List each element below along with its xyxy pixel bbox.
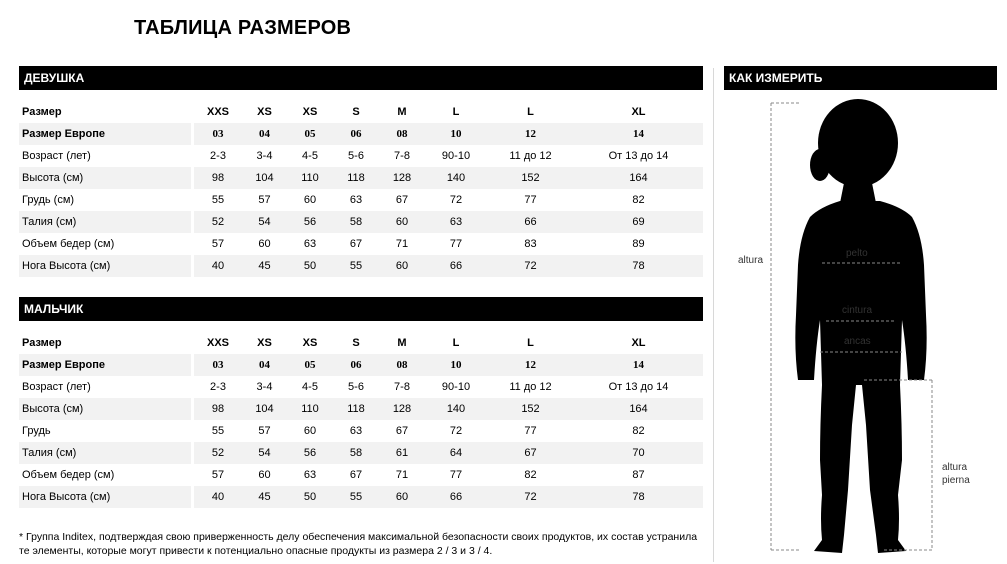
row-label: Грудь (см) <box>22 194 75 206</box>
table-cell: 11 до 12 <box>509 150 552 162</box>
table-cell: XXS <box>206 106 229 118</box>
table-cell: 152 <box>487 398 574 420</box>
table-row <box>19 255 703 277</box>
table-cell: 152 <box>487 167 574 189</box>
table-cell: L <box>527 106 534 118</box>
table-cell: 78 <box>574 255 703 277</box>
table-row <box>19 145 703 167</box>
table-cell: 72 <box>487 486 574 508</box>
row-label: Объем бедер (см) <box>22 238 115 250</box>
table-cell: 72 <box>487 255 574 277</box>
table-cell: 140 <box>425 167 487 189</box>
table-cell: 140 <box>425 398 487 420</box>
girl-section-header: ДЕВУШКА <box>19 66 703 90</box>
table-cell: 4-5 <box>302 381 318 393</box>
table-cell: От 13 до 14 <box>608 381 669 393</box>
table-cell: 55 <box>211 194 225 206</box>
table-cell: 60 <box>303 425 317 437</box>
table-cell: 67 <box>395 194 409 206</box>
row-label: Высота (см) <box>19 398 191 420</box>
table-cell: 14 <box>574 123 703 145</box>
table-cell: 67 <box>395 425 409 437</box>
table-row <box>19 123 703 145</box>
table-cell: 72 <box>449 194 463 206</box>
table-cell: 164 <box>574 167 703 189</box>
table-cell: 98 <box>194 167 242 189</box>
table-cell: 50 <box>287 486 333 508</box>
table-cell: 05 <box>287 123 333 145</box>
table-cell: XL <box>631 106 646 118</box>
table-cell: 08 <box>379 123 425 145</box>
table-cell: 60 <box>379 211 425 233</box>
table-cell: 69 <box>574 211 703 233</box>
table-cell: От 13 до 14 <box>608 150 669 162</box>
table-cell: 66 <box>487 211 574 233</box>
table-row <box>19 354 703 376</box>
table-cell: XL <box>631 337 646 349</box>
table-row <box>19 464 703 486</box>
table-row <box>19 211 703 233</box>
table-cell: L <box>527 337 534 349</box>
table-cell: M <box>397 106 407 118</box>
table-cell: 56 <box>287 211 333 233</box>
table-cell: 90-10 <box>441 150 471 162</box>
table-cell: S <box>352 106 360 118</box>
table-row <box>19 442 703 464</box>
table-row <box>19 398 703 420</box>
table-cell: 2-3 <box>210 381 226 393</box>
table-cell: 77 <box>449 238 463 250</box>
table-cell: 71 <box>395 469 409 481</box>
table-cell: 60 <box>379 255 425 277</box>
table-cell: XS <box>257 337 272 349</box>
table-row <box>19 420 703 442</box>
table-cell: 04 <box>242 123 287 145</box>
row-label: Возраст (лет) <box>22 150 91 162</box>
table-cell: 2-3 <box>210 150 226 162</box>
row-label: Грудь <box>22 425 51 437</box>
table-cell: 89 <box>632 238 645 250</box>
table-cell: 67 <box>349 238 363 250</box>
table-row <box>19 189 703 211</box>
table-cell: 164 <box>574 398 703 420</box>
table-cell: 5-6 <box>348 150 364 162</box>
table-cell: 66 <box>425 486 487 508</box>
label-altura: altura <box>738 255 764 266</box>
table-cell: 45 <box>242 486 287 508</box>
table-cell: XS <box>302 337 318 349</box>
table-row <box>19 233 703 255</box>
table-cell: 7-8 <box>394 150 410 162</box>
table-cell: XS <box>302 106 318 118</box>
table-cell: 03 <box>194 123 242 145</box>
table-cell: 4-5 <box>302 150 318 162</box>
label-altura-pierna-2: pierna <box>942 475 970 486</box>
table-cell: 60 <box>303 194 317 206</box>
table-cell: 57 <box>211 469 225 481</box>
table-cell: 70 <box>574 442 703 464</box>
label-ancas: ancas <box>844 336 871 347</box>
table-cell: 90-10 <box>441 381 471 393</box>
row-label: Размер <box>22 106 62 118</box>
table-cell: 63 <box>303 469 317 481</box>
table-cell: 110 <box>287 398 333 420</box>
row-label: Высота (см) <box>19 167 191 189</box>
table-cell: 5-6 <box>348 381 364 393</box>
child-silhouette-figure <box>724 95 1007 564</box>
table-row <box>19 486 703 508</box>
table-cell: 3-4 <box>256 381 273 393</box>
label-cintura: cintura <box>842 305 873 316</box>
row-label: Объем бедер (см) <box>22 469 115 481</box>
divider-line <box>713 68 714 562</box>
table-cell: M <box>397 337 407 349</box>
row-label: Возраст (лет) <box>22 381 91 393</box>
table-cell: 08 <box>379 354 425 376</box>
boy-section-header: МАЛЬЧИК <box>19 297 703 321</box>
boy-table-body <box>19 332 703 508</box>
table-cell: 54 <box>242 211 287 233</box>
table-cell: 78 <box>574 486 703 508</box>
table-cell: 57 <box>258 194 271 206</box>
table-row <box>19 167 703 189</box>
table-cell: 06 <box>333 354 379 376</box>
girl-size-table <box>19 101 703 277</box>
table-cell: 40 <box>194 255 242 277</box>
row-label: Размер Европе <box>19 354 191 376</box>
page-title: ТАБЛИЦА РАЗМЕРОВ <box>134 17 352 39</box>
table-cell: 110 <box>287 167 333 189</box>
table-cell: 118 <box>333 398 379 420</box>
table-cell: 61 <box>379 442 425 464</box>
table-cell: 52 <box>194 211 242 233</box>
table-cell: 14 <box>574 354 703 376</box>
table-cell: XS <box>257 106 272 118</box>
table-cell: 58 <box>333 211 379 233</box>
how-to-measure-header: КАК ИЗМЕРИТЬ <box>724 66 997 90</box>
table-cell: 40 <box>194 486 242 508</box>
table-cell: 71 <box>395 238 409 250</box>
table-cell: 57 <box>211 238 225 250</box>
table-cell: 10 <box>425 123 487 145</box>
table-cell: 10 <box>425 354 487 376</box>
label-altura-pierna-1: altura <box>942 462 968 473</box>
table-cell: 56 <box>287 442 333 464</box>
table-cell: 83 <box>524 238 537 250</box>
row-label: Размер Европе <box>19 123 191 145</box>
row-label: Талия (см) <box>19 442 191 464</box>
table-row <box>19 101 703 123</box>
table-row <box>19 376 703 398</box>
table-cell: 12 <box>487 354 574 376</box>
table-row <box>19 332 703 354</box>
table-cell: 104 <box>242 398 287 420</box>
table-cell: 06 <box>333 123 379 145</box>
table-cell: 77 <box>524 425 537 437</box>
footnote: * Группа Inditex, подтверждая свою приверженность делу обеспечения максимальной безопасности своих продуктов, их состав устранила те элементы, которые могут привести к потенциально опасные продукты из размера 2 / 3 и 3 / 4. <box>19 531 698 557</box>
boy-size-table <box>19 332 703 508</box>
table-cell: 77 <box>524 194 537 206</box>
table-cell: XXS <box>206 337 229 349</box>
table-cell: 05 <box>287 354 333 376</box>
table-cell: 60 <box>258 238 271 250</box>
table-cell: 45 <box>242 255 287 277</box>
table-cell: 11 до 12 <box>509 381 552 393</box>
table-cell: 82 <box>632 425 645 437</box>
table-cell: 52 <box>194 442 242 464</box>
table-cell: S <box>352 337 360 349</box>
table-cell: 60 <box>258 469 271 481</box>
table-cell: 55 <box>333 255 379 277</box>
table-cell: 03 <box>194 354 242 376</box>
table-cell: 77 <box>449 469 463 481</box>
table-cell: 64 <box>425 442 487 464</box>
table-cell: 128 <box>379 167 425 189</box>
table-cell: 3-4 <box>256 150 273 162</box>
table-cell: 50 <box>287 255 333 277</box>
table-cell: 87 <box>632 469 645 481</box>
table-cell: 63 <box>349 194 363 206</box>
table-cell: 82 <box>524 469 537 481</box>
table-cell: 63 <box>303 238 317 250</box>
table-cell: 55 <box>211 425 225 437</box>
table-cell: 58 <box>333 442 379 464</box>
child-silhouette <box>795 99 926 553</box>
table-cell: 98 <box>194 398 242 420</box>
table-cell: 118 <box>333 167 379 189</box>
table-cell: 66 <box>425 255 487 277</box>
table-cell: 104 <box>242 167 287 189</box>
table-cell: L <box>452 337 460 349</box>
table-cell: 60 <box>379 486 425 508</box>
table-cell: 04 <box>242 354 287 376</box>
table-cell: 7-8 <box>394 381 410 393</box>
row-label: Талия (см) <box>19 211 191 233</box>
table-cell: 12 <box>487 123 574 145</box>
label-pecho: pelto <box>846 248 868 259</box>
table-cell: 55 <box>333 486 379 508</box>
table-cell: 67 <box>487 442 574 464</box>
row-label: Размер <box>22 337 62 349</box>
row-label: Нога Высота (см) <box>19 486 191 508</box>
table-cell: 72 <box>449 425 463 437</box>
table-cell: 128 <box>379 398 425 420</box>
table-cell: 67 <box>349 469 363 481</box>
table-cell: 63 <box>349 425 363 437</box>
row-label: Нога Высота (см) <box>19 255 191 277</box>
table-cell: 82 <box>632 194 645 206</box>
table-cell: 57 <box>258 425 271 437</box>
girl-table-body <box>19 101 703 277</box>
table-cell: 63 <box>425 211 487 233</box>
table-cell: 54 <box>242 442 287 464</box>
table-cell: L <box>452 106 460 118</box>
